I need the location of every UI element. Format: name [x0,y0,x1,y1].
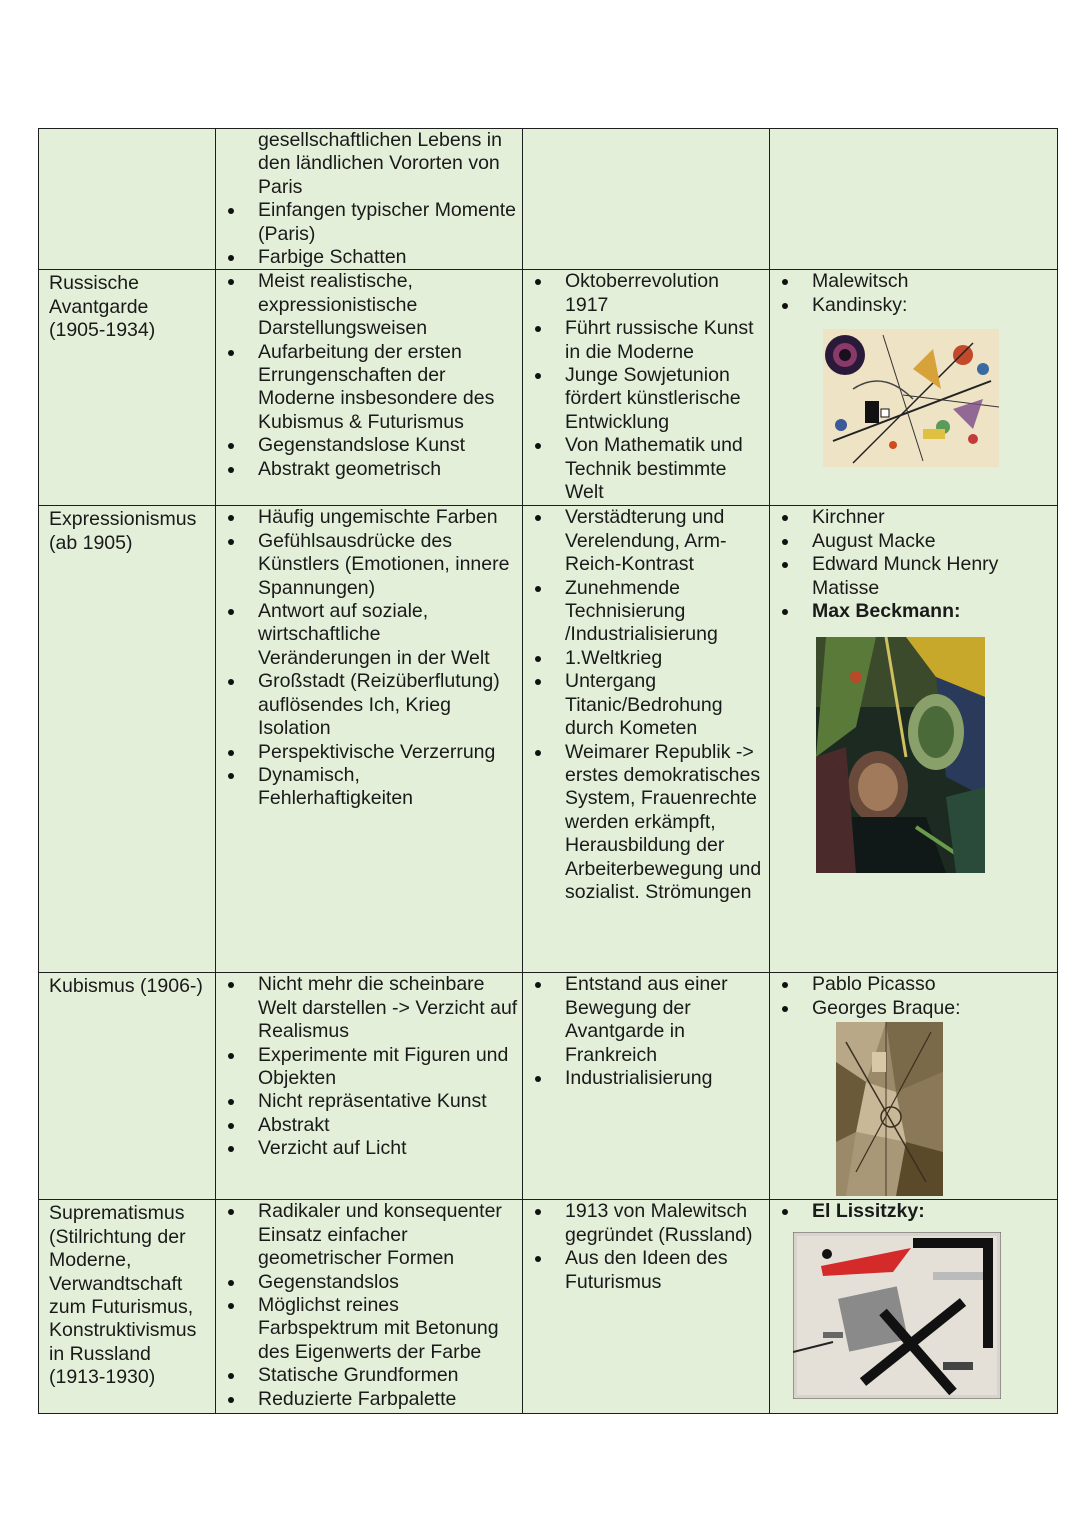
table-row [39,973,1058,1200]
list-item: Nicht mehr die scheinbare Welt darstellen -> Verzicht auf Realismus [216,973,522,1043]
epoch-cell [39,270,216,506]
list-item: Entstand aus einer Bewegung der Avantgarde in Frankreich [523,973,769,1067]
list-item: Gefühlsausdrücke des Künstlers (Emotionen, innere Spannungen) [216,530,522,600]
braque-painting-image [836,1022,943,1196]
list-item: Oktoberrevolution 1917 [523,270,769,317]
artists-cell [770,129,1058,270]
list-item: Experimente mit Figuren und Objekten [216,1044,522,1091]
list-item: 1913 von Malewitsch gegründet (Russland) [523,1200,769,1247]
list-item: August Macke [770,530,1057,553]
list-item: Reduzierte Farbpalette [216,1388,522,1411]
list-item: Junge Sowjetunion fördert künstlerische Entwicklung [523,364,769,434]
list-item: Aus den Ideen des Futurismus [523,1247,769,1294]
list-item: Pablo Picasso [770,973,1057,996]
artists-cell [770,1200,1058,1414]
list-item: Abstrakt geometrisch [216,458,522,481]
list-item: Farbige Schatten [216,246,522,269]
lissitzky-painting-image [793,1232,1001,1399]
list-item: Edward Munck Henry Matisse [770,553,1057,600]
features-cell [216,973,523,1200]
features-cell [216,1200,523,1414]
list-item: Nicht repräsentative Kunst [216,1090,522,1113]
artist-highlight: El Lissitzky: [812,1200,925,1223]
epoch-label: Russische Avantgarde (1905-1934) [49,272,156,342]
list-item: Malewitsch [770,270,1057,293]
list-item: Verstädterung und Verelendung, Arm-Reich-Kontrast [523,506,769,576]
epoch-label: Expressionismus (ab 1905) [49,508,197,554]
list-item: Gegenstandslose Kunst [216,434,522,457]
features-cell [216,270,523,506]
context-cell [523,506,770,973]
list-item: Radikaler und konsequenter Einsatz einfacher geometrischer Formen [216,1200,522,1270]
list-item: Gegenstandslos [216,1271,522,1294]
artists-cell [770,973,1058,1200]
list-item: gesellschaftlichen Lebens in den ländlichen Vororten von Paris [258,129,502,198]
table-row [39,129,1058,270]
list-item: Meist realistische, expressionistische Darstellungsweisen [216,270,522,340]
epoch-cell [39,1200,216,1414]
epoch-cell [39,506,216,973]
list-item: Kandinsky: [770,294,1057,317]
list-item: Untergang Titanic/Bedrohung durch Kometen [523,670,769,740]
list-item [770,600,1057,623]
kandinsky-painting-image [823,329,999,467]
context-cell [523,973,770,1200]
list-item: Statische Grundformen [216,1364,522,1387]
table-row [39,270,1058,506]
list-item: Kirchner [770,506,1057,529]
table-row [39,506,1058,973]
features-cell [216,506,523,973]
artists-cell [770,506,1058,973]
art-history-table [38,128,1058,1414]
epoch-cell [39,129,216,270]
list-item: Weimarer Republik -> erstes demokratisches System, Frauenrechte werden erkämpft, Herausbildung der Arbeiterbewegung und sozialist. Strömungen [523,741,769,905]
list-item: Einfangen typischer Momente (Paris) [216,199,522,246]
list-item: Aufarbeitung der ersten Errungenschaften der Moderne insbesondere des Kubismus & Futurismus [216,341,522,435]
epoch-label: Suprematismus (Stilrichtung der Moderne, Verwandtschaft zum Futurismus, Konstruktivismus in Russland (1913-1930) [49,1202,197,1389]
list-item: Georges Braque: [770,997,1057,1020]
table-row [39,1200,1058,1414]
list-item: Großstadt (Reizüberflutung) auflösendes Ich, Krieg Isolation [216,670,522,740]
list-item: Verzicht auf Licht [216,1137,522,1160]
list-item: 1.Weltkrieg [523,647,769,670]
artists-cell [770,270,1058,506]
list-item: Häufig ungemischte Farben [216,506,522,529]
context-cell [523,129,770,270]
list-item: Von Mathematik und Technik bestimmte Welt [523,434,769,504]
list-item: Antwort auf soziale, wirtschaftliche Veränderungen in der Welt [216,600,522,670]
epoch-cell [39,973,216,1200]
list-item: Industrialisierung [523,1067,769,1090]
list-item: Abstrakt [216,1114,522,1137]
list-item: Möglichst reines Farbspektrum mit Betonung des Eigenwerts der Farbe [216,1294,522,1364]
context-cell [523,270,770,506]
epoch-label: Kubismus (1906-) [49,975,203,998]
artist-highlight: Max Beckmann: [812,600,961,623]
beckmann-painting-image [816,637,985,873]
list-item: Führt russische Kunst in die Moderne [523,317,769,364]
list-item [770,1200,1057,1223]
features-cell [216,129,523,270]
context-cell [523,1200,770,1414]
list-item: Dynamisch, Fehlerhaftigkeiten [216,764,522,811]
list-item: Perspektivische Verzerrung [216,741,522,764]
list-item: Zunehmende Technisierung /Industrialisierung [523,577,769,647]
